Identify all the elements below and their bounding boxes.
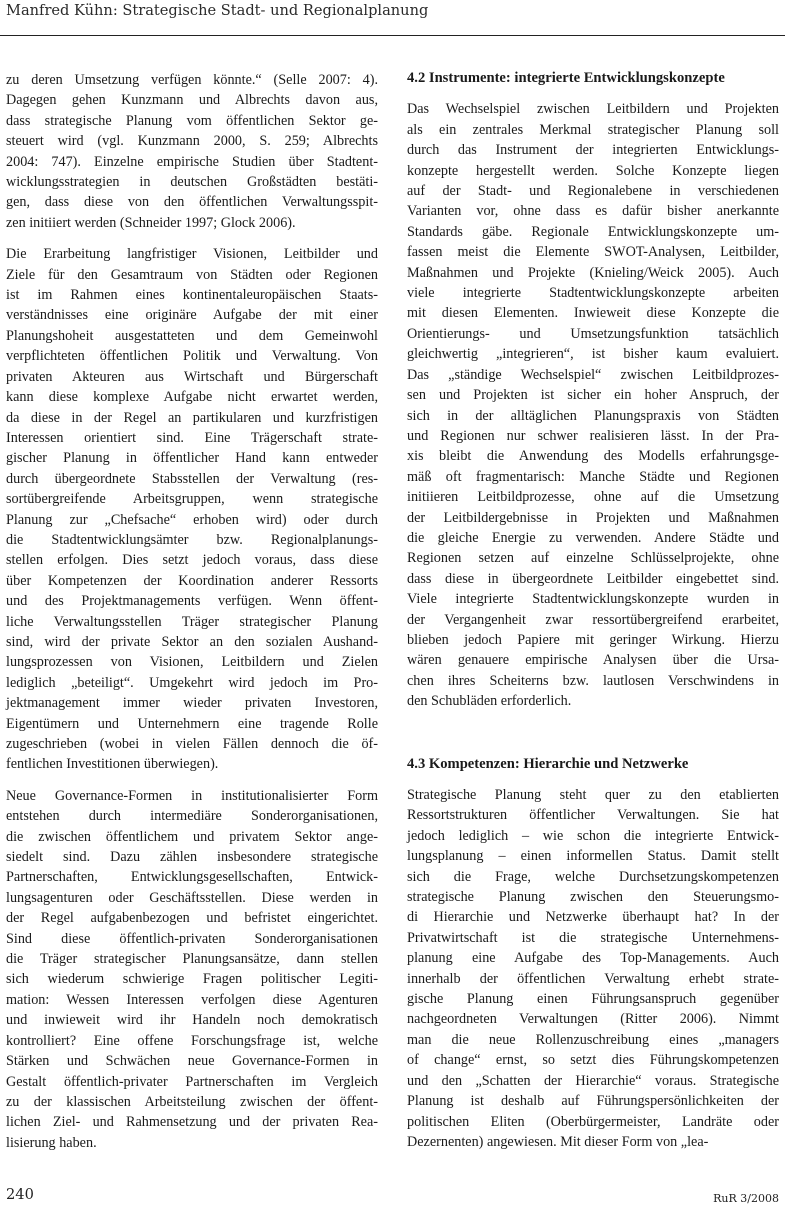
text-line: fassen meist die Elemente SWOT-Analysen, Leitbilder, xyxy=(407,244,779,261)
text-line: gische Planung einen Führungsanspruch gegenüber xyxy=(407,991,779,1008)
text-line: Regionen setzen auf einzelne Schlüsselprojekte, ohne xyxy=(407,550,779,567)
text-line: zu der klassischen Arbeitsteilung zwischen der öffent- xyxy=(6,1093,378,1110)
text-line: Ziele für den Gesamtraum von Städten oder Regionen xyxy=(6,266,378,283)
text-line: siedelt sind. Dazu zählen insbesondere strategische xyxy=(6,849,378,866)
text-line: lungsagenturen oder Geschäftsstellen. Diese werden in xyxy=(6,889,378,906)
text-line: die zwischen öffentlichem und privatem Sektor ange- xyxy=(6,828,378,845)
text-line: Ressortstrukturen öffentlicher Verwaltungen. Sie hat xyxy=(407,807,779,824)
text-line: verständnisses eine originäre Aufgabe der mit einer xyxy=(6,307,378,324)
text-line: jedoch lediglich – wie schon die integrierte Entwick- xyxy=(407,827,779,844)
section-heading-4-3: 4.3 Kompetenzen: Hierarchie und Netzwerke xyxy=(407,755,689,772)
left-column xyxy=(6,70,378,1153)
text-line: dass diese in übergeordnete Leitbilder eingebettet sind. xyxy=(407,570,779,587)
text-line: Privatwirtschaft ist die strategische Unternehmens- xyxy=(407,929,779,946)
text-line: Varianten vor, ohne dass es dafür bisher anerkannte xyxy=(407,203,779,220)
text-line: planung eine Aufgabe des Top-Managements. Auch xyxy=(407,950,779,967)
text-line: Neue Governance-Formen in institutionalisierter Form xyxy=(6,787,378,804)
text-line: entstehen durch intermediäre Sonderorganisationen, xyxy=(6,808,378,825)
text-line: ist im Rahmen eines kontinentaleuropäischen Staats- xyxy=(6,287,378,304)
text-line: di Hierarchie und Netzwerke überhaupt hat? In der xyxy=(407,909,779,926)
text-line: jektmanagement immer wieder privaten Investoren, xyxy=(6,695,378,712)
text-line: Standards gäbe. Regionale Entwicklungskonzepte um- xyxy=(407,223,779,240)
text-line: der Leitbildergebnisse in Projekten und Maßnahmen xyxy=(407,509,779,526)
text-line: auf der Stadt- und Regionalebene in verschiedenen xyxy=(407,183,779,200)
text-line: zu deren Umsetzung verfügen könnte.“ (Selle 2007: 4). xyxy=(6,72,378,88)
paragraph xyxy=(6,786,378,1153)
text-line: mäß oft fragmentarisch: Manche Städte und Regionen xyxy=(407,468,779,485)
text-line: zugeschrieben (wobei in vielen Fällen dennoch die öf- xyxy=(6,736,378,752)
text-line: gischer Planung in öffentlicher Hand kann entweder xyxy=(6,450,378,467)
text-line: der Regel aufgabenbezogen und befristet eingerichtet. xyxy=(6,910,378,927)
text-line: Das Wechselspiel zwischen Leitbildern und Projekten xyxy=(407,101,779,118)
text-line: Dagegen gehen Kunzmann und Albrechts davon aus, xyxy=(6,92,378,109)
text-line: Gestalt öffentlich-privater Partnerschaften im Vergleich xyxy=(6,1073,378,1090)
running-header: Manfred Kühn: Strategische Stadt- und Regionalplanung xyxy=(6,2,429,19)
text-line: zen initiiert werden (Schneider 1997; Glock 2006). xyxy=(6,214,296,231)
text-line: Planung zur „Chefsache“ erhoben wird) oder durch xyxy=(6,511,378,528)
text-line: xis bleibt die Anwendung des Modells erfahrungsge- xyxy=(407,448,779,465)
text-line: Strategische Planung steht quer zu den etablierten xyxy=(407,787,779,803)
text-line: durch übergeordnete Stabsstellen der Verwaltung (res- xyxy=(6,470,378,487)
text-line: sind, wird der private Sektor an den sozialen Aushand- xyxy=(6,633,378,650)
paragraph xyxy=(407,99,779,711)
paragraph xyxy=(6,244,378,775)
right-column xyxy=(407,68,779,1152)
text-line: und den „Schatten der Hierarchie“ voraus. Strategische xyxy=(407,1072,779,1089)
text-line: lichen Ziel- und Rahmensetzung und der privaten Rea- xyxy=(6,1114,378,1131)
text-line: Interessen orientiert sind. Eine Trägerschaft strate- xyxy=(6,429,378,446)
text-line: lediglich „beteiligt“. Umgekehrt wird jedoch im Pro- xyxy=(6,674,378,691)
text-line: nachgeordneten Verwaltungen (Ritter 2006). Nimmt xyxy=(407,1011,779,1028)
text-line: Das „ständige Wechselspiel“ zwischen Leitbildprozes- xyxy=(407,366,779,383)
text-line: of change“ ernst, so setzt dies Führungskompetenzen xyxy=(407,1052,779,1069)
text-line: man die neue Rollenzuschreibung eines „managers xyxy=(407,1031,779,1048)
text-line: gen, dass diese von den öffentlichen Verwaltungsspit- xyxy=(6,194,378,211)
text-line: Dezernenten) angewiesen. Mit dieser Form von „lea- xyxy=(407,1133,709,1150)
text-line: da diese in der Regel an partikularen und kurzfristigen xyxy=(6,409,378,426)
text-line: Orientierungs- und Umsetzungsfunktion tatsächlich xyxy=(407,325,779,342)
text-line: viele integrierte Stadtentwicklungskonzepte arbeiten xyxy=(407,285,779,302)
text-line: und inwieweit wird ihr Handeln noch demokratisch xyxy=(6,1012,378,1029)
text-line: die gleiche Energie zu verwenden. Andere Städte und xyxy=(407,529,779,546)
text-line: gleichwertig „integrieren“, ist bisher kaum evaluiert. xyxy=(407,346,779,363)
text-line: blieben jedoch Papiere mit geringer Wirkung. Hierzu xyxy=(407,631,779,648)
text-line: lisierung haben. xyxy=(6,1134,97,1151)
text-line: sich wiederum schwierige Fragen politischer Legiti- xyxy=(6,971,378,988)
text-line: mation: Wessen Interessen verfolgen diese Agenturen xyxy=(6,991,378,1008)
text-line: Die Erarbeitung langfristiger Visionen, Leitbilder und xyxy=(6,246,378,263)
text-line: privaten Akteuren aus Wirtschaft und Bürgerschaft xyxy=(6,368,378,385)
text-line: sen und Projekten ist sicher ein hoher Anspruch, der xyxy=(407,387,779,404)
text-line: liche Verwaltungsstellen Träger strategischer Planung xyxy=(6,613,378,630)
text-line: steuert wird (vgl. Kunzmann 2000, S. 259; Albrechts xyxy=(6,133,378,150)
text-line: lungsprozessen von Visionen, Leitbildern und Zielen xyxy=(6,654,378,671)
text-line: lungsplanung – einen informellen Status. Damit stellt xyxy=(407,848,779,865)
page-number: 240 xyxy=(6,1186,34,1203)
text-line: über Kompetenzen der Koordination anderer Ressorts xyxy=(6,572,378,589)
text-line: wären genauere empirische Analysen über die Ursa- xyxy=(407,652,779,669)
text-line: wicklungsstrategien in deutschen Großstädten bestäti- xyxy=(6,174,378,191)
paragraph xyxy=(407,785,779,1152)
text-line: und Regionen nur schwer realisieren lässt. In der Pra- xyxy=(407,427,779,444)
paragraph xyxy=(6,70,378,233)
text-line: verpflichteten öffentlichen Politik und Verwaltung. Von xyxy=(6,348,378,365)
text-line: kontrolliert? Eine offene Forschungsfrage ist, welche xyxy=(6,1032,378,1049)
section-heading-4-2: 4.2 Instrumente: integrierte Entwicklungskonzepte xyxy=(407,70,725,86)
text-line: der Vergangenheit zwar ressortübergreifend erarbeitet, xyxy=(407,611,779,628)
text-line: innerhalb der öffentlichen Verwaltung erhebt strate- xyxy=(407,970,779,987)
header-rule xyxy=(0,35,785,36)
text-line: politischen Eliten (Oberbürgermeister, Landräte oder xyxy=(407,1113,779,1130)
text-line: Partnerschaften, Entwicklungsgesellschaften, Entwick- xyxy=(6,869,378,886)
text-line: sich die Frage, welche Durchsetzungskompetenzen xyxy=(407,868,779,885)
text-line: kann diese komplexe Aufgabe nicht erwartet werden, xyxy=(6,389,378,406)
text-line: als ein zentrales Merkmal strategischer Planung soll xyxy=(407,121,779,138)
text-line: sortübergreifende Arbeitsgruppen, wenn strategische xyxy=(6,491,378,508)
text-line: konzepte hergestellt werden. Solche Konzepte liegen xyxy=(407,162,779,179)
text-line: dass strategische Planung vom öffentlichen Sektor ge- xyxy=(6,112,378,129)
text-line: stellen erfolgen. Dies setzt jedoch voraus, dass diese xyxy=(6,552,378,569)
text-line: Stärken und Schwächen neue Governance-Formen in xyxy=(6,1053,378,1070)
text-line: strategische Planung zwischen den Steuerungsmo- xyxy=(407,889,779,906)
text-line: chen ihres Scheiterns bzw. lautlosen Verschwindens in xyxy=(407,672,779,689)
text-line: die Stadtentwicklungsämter bzw. Regionalplanungs- xyxy=(6,531,378,548)
text-line: und des Projektmanagements verfügen. Wenn öffent- xyxy=(6,593,378,610)
text-line: den Schubläden erforderlich. xyxy=(407,693,572,710)
text-line: initiieren Leitbildprozesse, ohne auf die Umsetzung xyxy=(407,489,779,506)
text-line: fentlichen Investitionen überwiegen). xyxy=(6,756,219,773)
journal-issue: RuR 3/2008 xyxy=(713,1192,779,1205)
text-line: Planung ist deshalb auf Führungspersönlichkeiten der xyxy=(407,1093,779,1110)
text-line: Sind diese öffentlich-privaten Sonderorganisationen xyxy=(6,930,378,947)
text-line: Viele integrierte Stadtentwicklungskonzepte wurden in xyxy=(407,591,779,608)
text-line: sich in der alltäglichen Planungspraxis von Städten xyxy=(407,407,779,424)
text-line: durch das Instrument der integrierten Entwicklungs- xyxy=(407,142,779,159)
text-line: die Träger strategischer Planungsansätze, dann stellen xyxy=(6,951,378,968)
text-line: mit diesen Elementen. Inwieweit diese Konzepte die xyxy=(407,305,779,322)
text-line: Eigentümern und Unternehmern eine tragende Rolle xyxy=(6,715,378,732)
text-line: 2004: 747). Einzelne empirische Studien über Stadtent- xyxy=(6,153,378,170)
text-line: Maßnahmen und Projekte (Knieling/Weick 2005). Auch xyxy=(407,264,779,281)
text-line: Planungshoheit ausgestatteten und dem Gemeinwohl xyxy=(6,327,378,344)
